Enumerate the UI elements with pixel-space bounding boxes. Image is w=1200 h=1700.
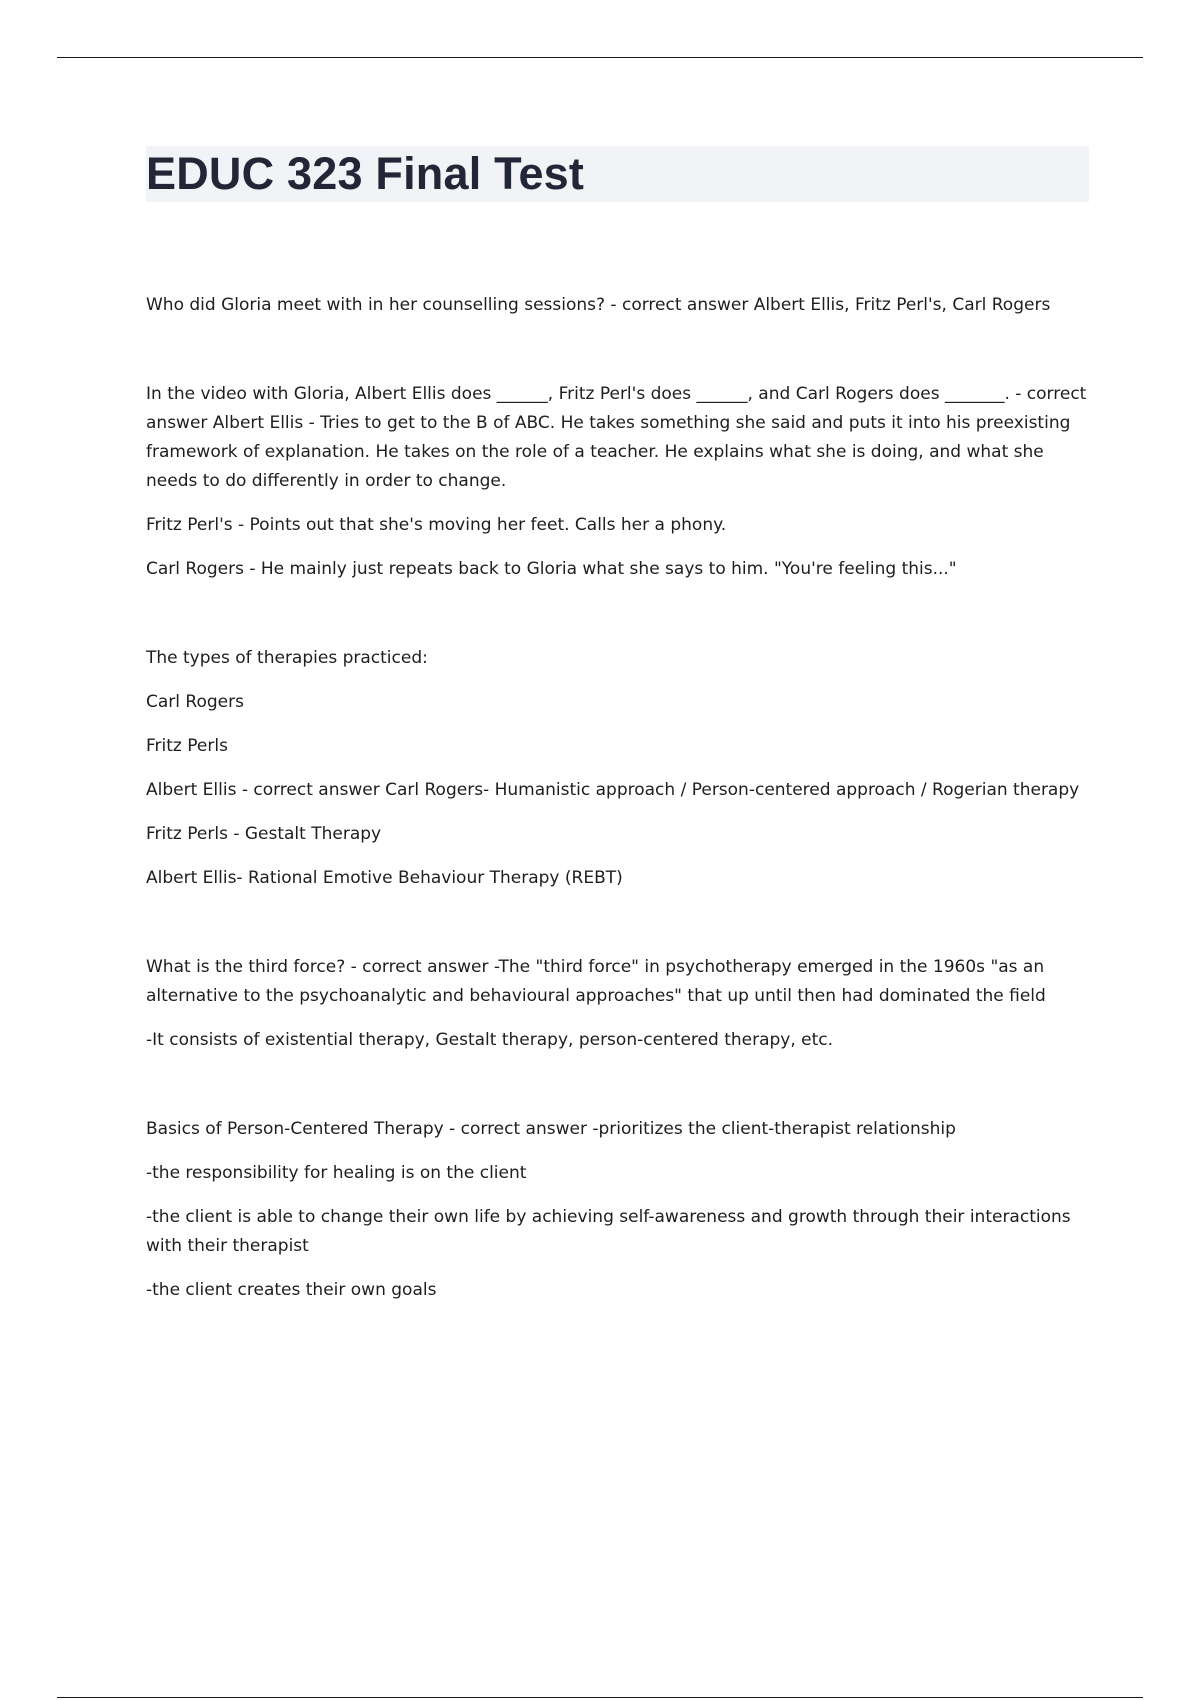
paragraph: Carl Rogers: [146, 692, 244, 712]
qa-item: [146, 953, 1090, 1055]
bottom-rule: [57, 1697, 1143, 1698]
paragraph: -the responsibility for healing is on the client: [146, 1163, 527, 1183]
top-rule: [57, 57, 1143, 58]
paragraph: What is the third force? - correct answer -The "third force" in psychotherapy emerged in the 1960s "as an alternative to the psychoanalytic and behavioural approaches" that up until then had dominated the field: [146, 957, 1046, 1006]
qa-item: [146, 291, 1090, 320]
paragraph: Basics of Person-Centered Therapy - correct answer -prioritizes the client-therapist relationship: [146, 1119, 956, 1139]
paragraph: Albert Ellis- Rational Emotive Behaviour Therapy (REBT): [146, 868, 623, 888]
paragraph: -It consists of existential therapy, Gestalt therapy, person-centered therapy, etc.: [146, 1030, 834, 1050]
paragraph: The types of therapies practiced:: [146, 648, 428, 668]
paragraph: Fritz Perls - Gestalt Therapy: [146, 824, 382, 844]
qa-item: [146, 644, 1090, 893]
paragraph: Fritz Perls: [146, 736, 228, 756]
qa-item: [146, 380, 1090, 584]
document-title: EDUC 323 Final Test: [146, 148, 585, 199]
paragraph: Who did Gloria meet with in her counselling sessions? - correct answer Albert Ellis, Fritz Perl's, Carl Rogers: [146, 295, 1051, 315]
qa-item: [146, 1115, 1090, 1305]
paragraph: -the client is able to change their own life by achieving self-awareness and growth through their interactions with their therapist: [146, 1207, 1071, 1256]
document-body: [146, 291, 1090, 1305]
paragraph: Carl Rogers - He mainly just repeats back to Gloria what she says to him. "You're feeling this...": [146, 559, 957, 579]
paragraph: In the video with Gloria, Albert Ellis does ______, Fritz Perl's does ______, and Carl Rogers does _______. - correct answer Albert Ellis - Tries to get to the B of ABC. He takes something she said and puts it into his preexisting framework of explanation. He takes on the role of a teacher. He explains what she is doing, and what she needs to do differently in order to change.: [146, 384, 1087, 491]
paragraph: Fritz Perl's - Points out that she's moving her feet. Calls her a phony.: [146, 515, 727, 535]
paragraph: -the client creates their own goals: [146, 1280, 437, 1300]
paragraph: Albert Ellis - correct answer Carl Rogers- Humanistic approach / Person-centered approach / Rogerian therapy: [146, 780, 1080, 800]
